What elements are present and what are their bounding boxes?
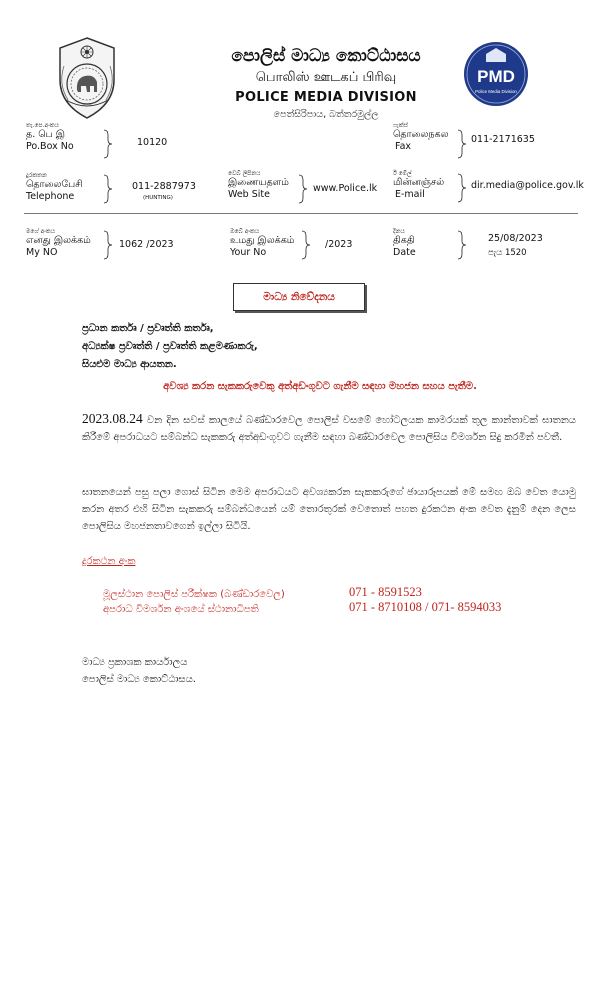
my-no-label-si: මගේ අංකය — [26, 228, 56, 235]
pobox-labels — [26, 122, 74, 153]
website-brace — [298, 174, 308, 204]
signature-division: පොලිස් මාධ්‍ය කොට්ඨාසය. — [82, 674, 196, 685]
your-no-labels — [230, 228, 294, 259]
phones-heading: දුරකථන අංක — [82, 556, 136, 567]
your-no-label-si: ඔබේ අංකය — [230, 228, 260, 235]
telephone-label-si: දුරකතන — [26, 172, 47, 179]
addressee-1: ප්‍රධාන කර්තෘ / ප්‍රවෘත්ති කර්තෘ, — [82, 323, 214, 334]
fax-brace — [457, 129, 467, 159]
paragraph-1-date: 2023.08.24 — [82, 411, 143, 426]
email-link[interactable]: dir.media@police.gov.lk — [471, 180, 584, 191]
website-label-en: Web Site — [228, 189, 270, 200]
email-label-si: ඊ මේල් — [393, 170, 412, 177]
header-divider — [24, 213, 578, 214]
website-link[interactable]: www.Police.lk — [313, 183, 378, 194]
telephone-label-en: Telephone — [26, 191, 75, 202]
phone-label-1: මූලස්ථාන පොලිස් පරීක්ෂක (බණ්ඩාරවෙල) — [103, 589, 285, 600]
telephone-labels — [26, 172, 83, 203]
addressee-3: සියළුම මාධ්‍ය ආයතන. — [82, 359, 177, 370]
header-address: පෙත්සිරිපාය, බත්තරමුල්ල — [273, 109, 379, 120]
title-english: POLICE MEDIA DIVISION — [235, 90, 417, 105]
paragraph-2: ඝාතනයෙන් පසු පලා ගොස් සිටින මෙම අපරාධයට අවශ්‍යකරන සැකකරුගේ ඡායාරූපයක් මේ සමඟ ඔබ වෙත යොමු කරන අතර එහි සිටින සැකකරු සම්බන්ධයෙන් යම් තොරතුරක් වෙතොත් පහත දුරකථන අංක වෙත දැනුම් දෙන ලෙස පොලිසිය මහජනතාවගෙන් ඉල්ලා සිටියි. — [82, 487, 576, 532]
my-no-value: 1062 /2023 — [119, 239, 174, 250]
my-no-brace — [103, 230, 113, 260]
website-label-si: වෙබ් ලිපිනය — [228, 170, 261, 177]
pobox-brace — [103, 129, 113, 159]
fax-label-si: ෆැක්ස් — [393, 122, 408, 129]
email-brace — [457, 173, 467, 203]
phone-number-1[interactable]: 071 - 8591523 — [349, 585, 422, 599]
telephone-value: 011-2887973 — [132, 181, 196, 192]
pmd-logo-text: PMD — [477, 67, 515, 86]
date-labels — [393, 228, 416, 259]
your-no-value: /2023 — [325, 239, 353, 250]
signature-office: මාධ්‍ය ප්‍රකාශක කාර්යාලය — [82, 657, 188, 668]
addressee-2: අධ්‍යක්ෂ ප්‍රවෘත්ති / ප්‍රවෘත්ති කළමණාකරු, — [82, 341, 258, 352]
date-value: 25/08/2023 — [488, 233, 543, 244]
fax-labels — [393, 122, 448, 153]
date-label-ta: திகதி — [393, 235, 415, 246]
telephone-brace — [103, 174, 113, 204]
email-labels — [393, 170, 444, 201]
fax-label-ta: தொலைநகல — [393, 129, 449, 140]
website-label-ta: இணையதளம் — [228, 177, 289, 188]
date-brace — [457, 230, 467, 260]
website-labels — [228, 170, 289, 201]
your-no-label-en: Your No — [230, 247, 267, 258]
your-no-brace — [301, 230, 311, 260]
police-emblem-logo — [52, 36, 122, 120]
title-sinhala: පොලිස් මාධ්‍ය කොට්ඨාසය — [231, 46, 421, 66]
my-no-label-ta: எனது இலக்கம் — [26, 235, 91, 246]
phone-label-2: අපරාධ විමර්ශන අංශයේ ස්ථානාධිපති — [103, 604, 259, 615]
date-label-en: Date — [393, 247, 416, 258]
notice-title-box — [233, 283, 365, 311]
pmd-logo — [462, 40, 530, 108]
title-tamil: பொலிஸ் ஊடகப் பிரிவு — [255, 70, 397, 85]
date-label-si: දිනය — [393, 228, 405, 235]
pmd-logo-subtext: Police Media Division — [475, 89, 517, 94]
pobox-label-en: Po.Box No — [26, 141, 74, 152]
fax-value: 011-2171635 — [471, 134, 535, 145]
paragraph-1-text: වන දින සවස් කාලයේ බණ්ඩාරවෙල පොලිස් වසමේ හෝටලයක කාමරයක් තුල කාන්තාවක් ඝාතනය කිරීමේ අපරාධයට සම්බන්ධ සැකකරු අත්අඩංගුවට ගැනීම සඳහා බණ්ඩාරවෙල පොලිසිය විමර්ශන සිදු කරමින් පවතී. — [82, 415, 576, 443]
telephone-label-ta: தொலைபேசி — [26, 179, 83, 190]
phone-number-2[interactable]: 071 - 8710108 / 071- 8594033 — [349, 600, 502, 614]
notice-title: මාධ්‍ය නිවේදනය — [263, 290, 335, 303]
pobox-label-si: තැ.පෙ.අංකය — [26, 122, 59, 129]
email-label-ta: மின்னஞ்சல் — [393, 177, 445, 188]
fax-label-en: Fax — [395, 141, 412, 152]
date-time: පැය 1520 — [488, 248, 527, 258]
your-no-label-ta: உமது இலக்கம் — [230, 235, 295, 246]
paragraph-1 — [82, 410, 576, 446]
my-no-label-en: My NO — [26, 247, 58, 258]
telephone-note: (HUNTING) — [143, 195, 173, 201]
email-label-en: E-mail — [395, 189, 425, 200]
my-no-labels — [26, 228, 91, 259]
pobox-label-ta: த. பெ இ — [26, 129, 65, 140]
pobox-value: 10120 — [137, 137, 168, 148]
notice-headline: අවශ්‍ය කරන සැකකරුවෙකු අත්අඩංගුවට ගැනීම සඳහා මහජන සහය පැතීම. — [163, 381, 477, 392]
